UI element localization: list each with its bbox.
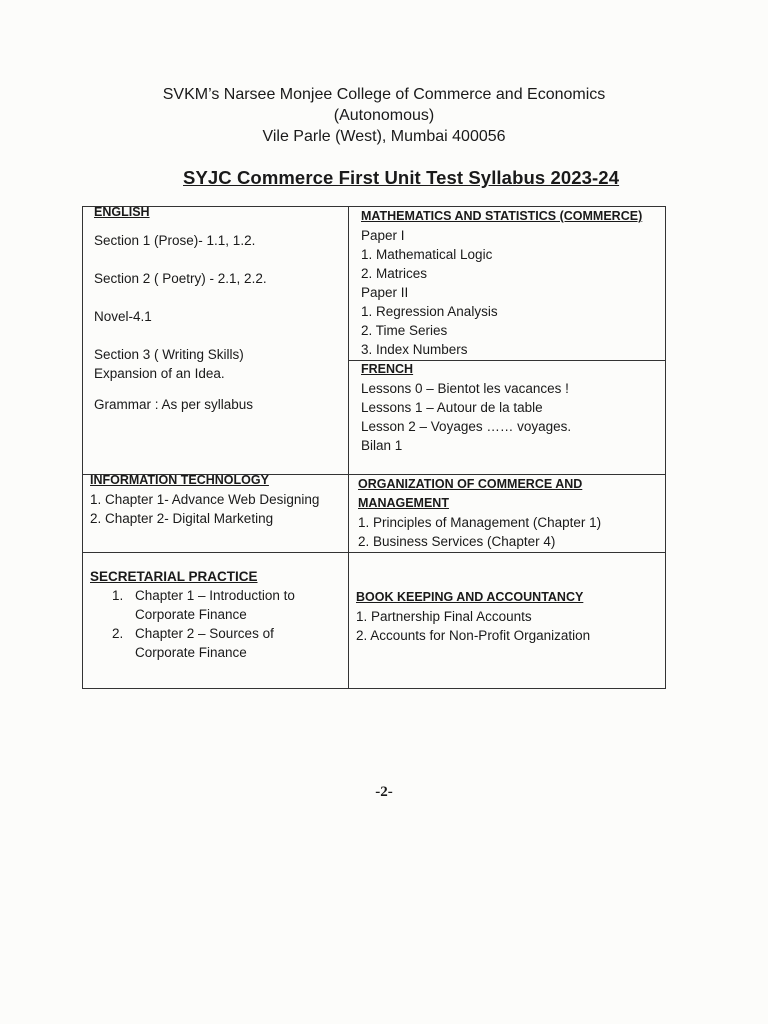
college-status: (Autonomous) xyxy=(333,107,435,124)
list-text-cont: Corporate Finance xyxy=(135,607,247,622)
list-item xyxy=(112,624,295,643)
french-heading: FRENCH xyxy=(361,362,414,376)
maths-line: 2. Matrices xyxy=(361,266,428,281)
list-text: Chapter 2 – Sources of xyxy=(135,626,274,641)
college-name: SVKM’s Narsee Monjee College of Commerce and Economics xyxy=(162,86,606,103)
sp-heading: SECRETARIAL PRACTICE xyxy=(90,569,258,584)
list-number: 2. xyxy=(112,626,124,641)
maths-heading: MATHEMATICS AND STATISTICS (COMMERCE) xyxy=(361,209,643,223)
ocm-heading-line2: MANAGEMENT xyxy=(358,496,449,510)
maths-line: 1. Mathematical Logic xyxy=(361,247,493,262)
row-divider-2 xyxy=(82,552,666,553)
it-cell xyxy=(90,471,319,528)
sp-cell xyxy=(90,567,295,662)
english-item: Novel-4.1 xyxy=(94,309,152,324)
english-heading: ENGLISH xyxy=(94,205,150,219)
bk-line: 1. Partnership Final Accounts xyxy=(356,609,532,624)
page-title: SYJC Commerce First Unit Test Syllabus 2023-24 xyxy=(183,167,620,188)
syllabus-table xyxy=(82,198,666,690)
list-item xyxy=(112,586,295,605)
bk-heading: BOOK KEEPING AND ACCOUNTANCY xyxy=(356,590,584,604)
table-bottom-border xyxy=(82,688,666,689)
it-line: 2. Chapter 2- Digital Marketing xyxy=(90,511,274,526)
table-right-border xyxy=(665,206,666,689)
maths-line: 2. Time Series xyxy=(361,323,448,338)
french-cell xyxy=(361,360,571,455)
french-line: Lessons 1 – Autour de la table xyxy=(361,400,543,415)
bk-cell xyxy=(356,588,590,645)
maths-line: 3. Index Numbers xyxy=(361,342,468,357)
french-line: Lessons 0 – Bientot les vacances ! xyxy=(361,381,569,396)
ocm-line: 2. Business Services (Chapter 4) xyxy=(358,534,556,549)
ocm-line: 1. Principles of Management (Chapter 1) xyxy=(358,515,602,530)
sp-list xyxy=(90,586,295,662)
english-item: Section 3 ( Writing Skills) xyxy=(94,347,244,362)
ocm-heading-line1: ORGANIZATION OF COMMERCE AND xyxy=(358,477,583,491)
bk-line: 2. Accounts for Non-Profit Organization xyxy=(356,628,591,643)
page-number: -2- xyxy=(375,784,393,800)
maths-line: Paper I xyxy=(361,228,405,243)
english-cell xyxy=(94,203,267,414)
it-line: 1. Chapter 1- Advance Web Designing xyxy=(90,492,320,507)
table-left-border xyxy=(82,206,83,689)
ocm-cell xyxy=(358,475,601,551)
french-line: Bilan 1 xyxy=(361,438,403,453)
maths-cell xyxy=(361,207,642,359)
english-item: Section 2 ( Poetry) - 2.1, 2.2. xyxy=(94,271,267,286)
college-header xyxy=(0,84,768,147)
english-item: Expansion of an Idea. xyxy=(94,366,225,381)
english-item: Section 1 (Prose)- 1.1, 1.2. xyxy=(94,233,256,248)
list-text: Chapter 1 – Introduction to xyxy=(135,588,295,603)
list-number: 1. xyxy=(112,588,124,603)
college-address: Vile Parle (West), Mumbai 400056 xyxy=(262,128,506,145)
it-heading: INFORMATION TECHNOLOGY xyxy=(90,473,269,487)
maths-line: 1. Regression Analysis xyxy=(361,304,498,319)
maths-line: Paper II xyxy=(361,285,409,300)
table-middle-border xyxy=(348,206,349,689)
english-item: Grammar : As per syllabus xyxy=(94,397,254,412)
french-line: Lesson 2 – Voyages …… voyages. xyxy=(361,419,572,434)
list-text-cont: Corporate Finance xyxy=(135,645,247,660)
